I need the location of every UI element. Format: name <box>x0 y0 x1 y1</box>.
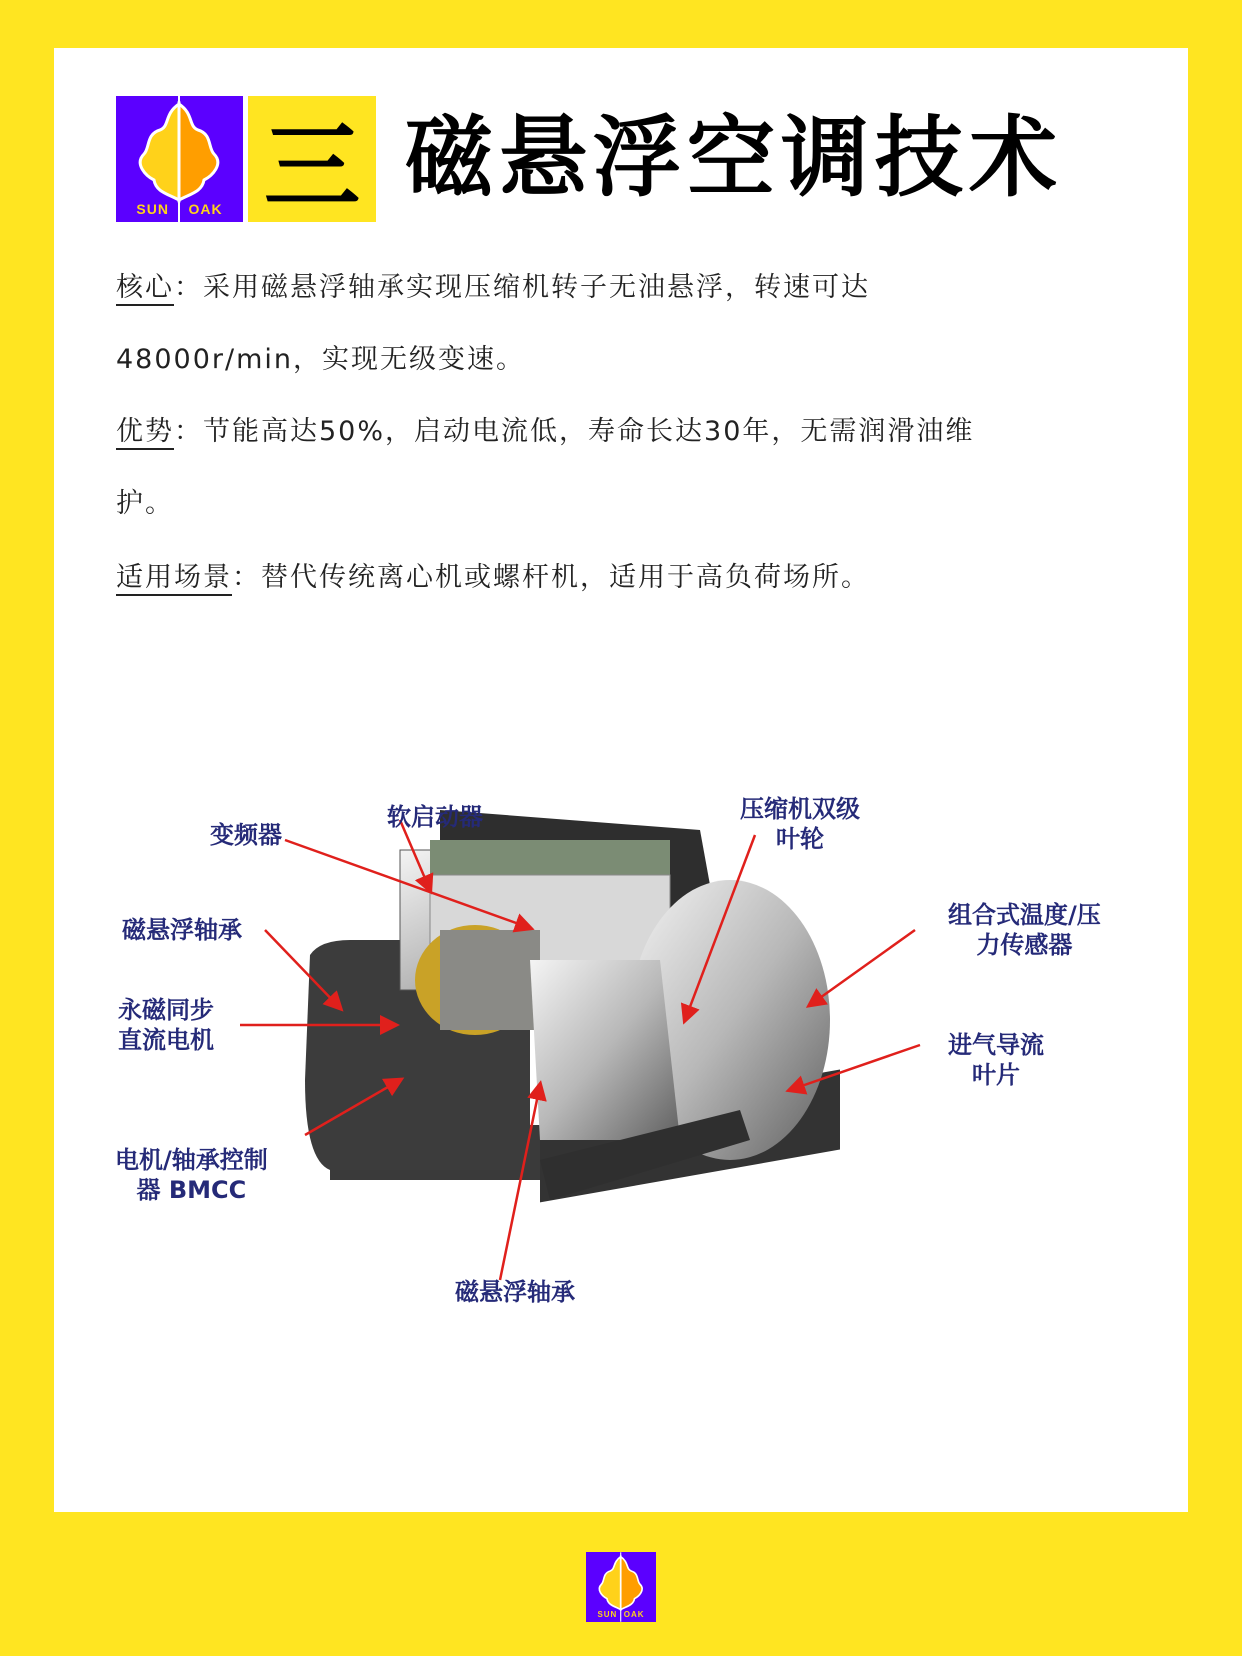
section-key: 优势 <box>116 416 174 447</box>
label-soft-starter: 软启动器 <box>387 803 483 831</box>
section-number: 三 <box>248 96 376 222</box>
label-bmcc: 电机/轴承控制 器 BMCC <box>115 1146 268 1204</box>
section-core-cont: 48000r/min，实现无级变速。 <box>116 344 526 375</box>
section-advantage-cont: 护。 <box>116 488 174 519</box>
logo-text-oak: OAK <box>623 1610 645 1620</box>
compressor-diagram <box>100 780 1150 1320</box>
label-magnetic-bearing-top: 磁悬浮轴承 <box>122 916 242 944</box>
label-magnetic-bearing-bottom: 磁悬浮轴承 <box>455 1278 575 1306</box>
label-inlet-guide-vanes: 进气导流 叶片 <box>948 1031 1044 1089</box>
label-sensor: 组合式温度/压 力传感器 <box>948 901 1101 959</box>
logo-text-sun: SUN <box>597 1610 618 1620</box>
section-scenario <box>116 558 870 598</box>
label-inverter: 变频器 <box>210 821 282 849</box>
section-key: 核心 <box>116 272 174 303</box>
logo-text-oak: OAK <box>188 200 223 217</box>
section-advantage <box>116 412 974 452</box>
footer-logo <box>586 1552 656 1622</box>
section-text: ：节能高达50%，启动电流低，寿命长达30年，无需润滑油维 <box>174 416 975 447</box>
page-title: 磁悬浮空调技术 <box>405 105 1064 209</box>
section-key: 适用场景 <box>116 562 232 593</box>
section-text: ：替代传统离心机或螺杆机，适用于高负荷场所。 <box>232 562 870 593</box>
logo-text-sun: SUN <box>136 200 169 217</box>
label-impeller: 压缩机双级 叶轮 <box>740 795 860 853</box>
section-core <box>116 268 870 308</box>
sunoak-logo <box>116 96 243 222</box>
section-text: ：采用磁悬浮轴承实现压缩机转子无油悬浮，转速可达 <box>174 272 870 303</box>
label-pm-motor: 永磁同步 直流电机 <box>118 996 214 1054</box>
